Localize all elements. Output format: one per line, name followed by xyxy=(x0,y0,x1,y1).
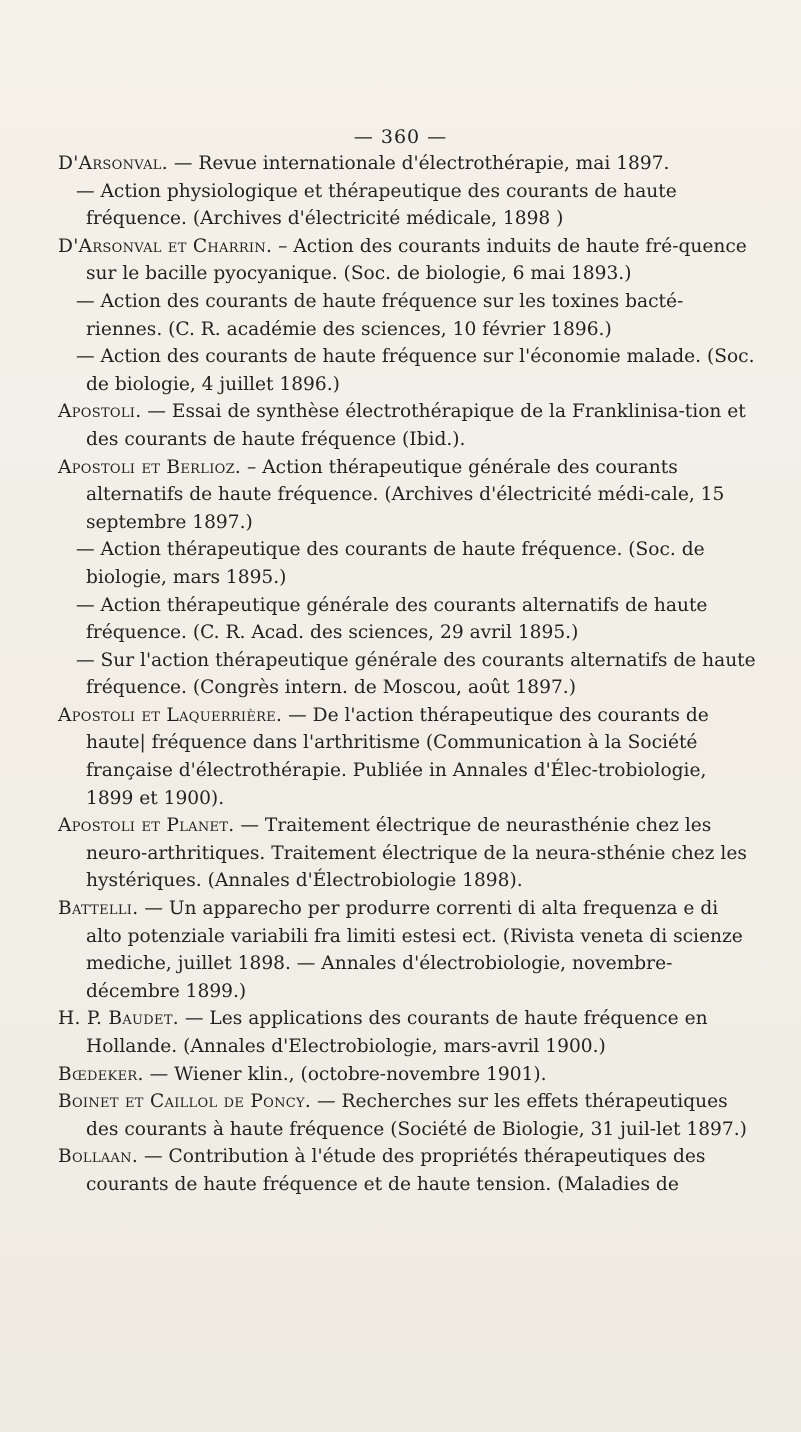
bibliography-entry xyxy=(58,1061,758,1089)
entry-text: — Contribution à l'étude des propriétés thérapeutiques des courants de haute fréquence et de haute tension. (Maladies de xyxy=(86,1146,706,1195)
entry-author: D'Arsonval. xyxy=(58,153,168,174)
entry-text: — Wiener klin., (octobre-novembre 1901). xyxy=(143,1063,547,1085)
entry-text: — Revue internationale d'électrothérapie, mai 1897. xyxy=(167,153,670,174)
entry-text: — Action physiologique et thérapeutique des courants de haute fréquence. (Archives d'électricité médicale, 1898 ) xyxy=(76,180,677,230)
entry-author: Boinet et Caillol de Poncy. xyxy=(58,1091,312,1113)
page-number: — 360 — xyxy=(353,126,448,148)
bibliography-entry xyxy=(58,454,758,537)
bibliography-list xyxy=(58,150,758,1199)
bibliography-entry xyxy=(58,536,758,591)
entry-text: — Les applications des courants de haute fréquence en Hollande. (Annales d'Electrobiologie, mars-avril 1900.) xyxy=(86,1008,708,1057)
bibliography-entry xyxy=(58,1143,758,1198)
entry-text: — De l'action thérapeutique des courants de haute| fréquence dans l'arthritisme (Communication à la Société française d'électrothérapie. Publiée in Annales d'Élec-trobiologie, 1899 et 1900). xyxy=(86,704,709,809)
bibliography-entry xyxy=(58,150,758,178)
entry-text: — Recherches sur les effets thérapeutiques des courants à haute fréquence (Société de Biologie, 31 juil-let 1897.) xyxy=(86,1091,747,1140)
entry-author: Battelli. xyxy=(58,898,139,920)
entry-text: — Action thérapeutique des courants de haute fréquence. (Soc. de biologie, mars 1895.) xyxy=(76,539,705,588)
entry-text: – Action des courants induits de haute fré-quence sur le bacille pyocyanique. (Soc. de biologie, 6 mai 1893.) xyxy=(86,235,747,285)
entry-author: H. P. Baudet. xyxy=(58,1008,180,1030)
entry-author: D'Arsonval et Charrin. xyxy=(58,235,273,257)
bibliography-entry xyxy=(58,702,758,812)
entry-author: Apostoli et Planet. xyxy=(58,815,235,837)
bibliography-entry xyxy=(58,895,758,1005)
bibliography-entry xyxy=(58,288,758,343)
entry-text: — Action thérapeutique générale des courants alternatifs de haute fréquence. (C. R. Acad. des sciences, 29 avril 1895.) xyxy=(76,594,708,644)
entry-text: — Action des courants de haute fréquence sur les toxines bacté-riennes. (C. R. académie des sciences, 10 février 1896.) xyxy=(76,290,684,340)
bibliography-entry xyxy=(58,1005,758,1060)
entry-text: – Action thérapeutique générale des courants alternatifs de haute fréquence. (Archives d'électricité médi-cale, 15 septembre 1897.) xyxy=(86,456,725,533)
entry-author: Bollaan. xyxy=(58,1146,139,1168)
bibliography-entry xyxy=(58,647,758,702)
entry-author: Bœdeker. xyxy=(58,1063,144,1085)
entry-author: Apostoli et Laquerrière. xyxy=(58,704,283,726)
bibliography-entry xyxy=(58,178,758,233)
bibliography-entry xyxy=(58,592,758,647)
bibliography-entry xyxy=(58,233,758,288)
bibliography-entry xyxy=(58,1088,758,1143)
entry-text: — Traitement électrique de neurasthénie chez les neuro-arthritiques. Traitement électrique de la neura-sthénie chez les hystériques. (Annales d'Électrobiologie 1898). xyxy=(86,815,747,892)
entry-author: Apostoli et Berlioz. xyxy=(58,456,242,478)
bibliography-entry xyxy=(58,812,758,895)
entry-text: — Action des courants de haute fréquence sur l'économie malade. (Soc. de biologie, 4 juillet 1896.) xyxy=(76,346,755,395)
entry-text: — Essai de synthèse électrothérapique de la Franklinisa-tion et des courants de haute fréquence (Ibid.). xyxy=(86,401,746,450)
entry-author: Apostoli. xyxy=(58,401,142,423)
bibliography-entry xyxy=(58,398,758,453)
bibliography-entry xyxy=(58,343,758,398)
entry-text: — Un apparecho per produrre correnti di alta frequenza e di alto potenziale variabili fra limiti estesi ect. (Rivista veneta di scienze mediche, juillet 1898. — Annales d'électrobiologie, novembre-décembre 1899.) xyxy=(86,898,743,1002)
entry-text: — Sur l'action thérapeutique générale des courants alternatifs de haute fréquence. (Congrès intern. de Moscou, août 1897.) xyxy=(76,649,756,699)
